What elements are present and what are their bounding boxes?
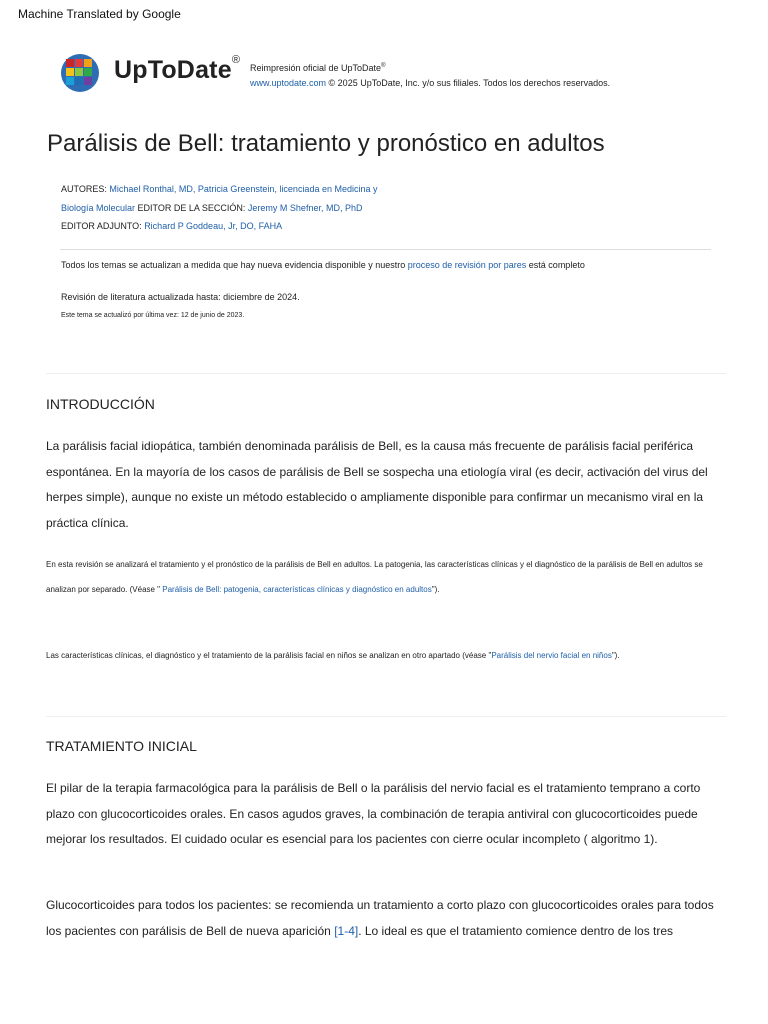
machine-translation-banner: Machine Translated by Google (18, 7, 181, 21)
pathogenesis-topic-link[interactable]: Parálisis de Bell: patogenia, características clínicas y diagnóstico en adultos (162, 585, 432, 594)
deputy-editor-link[interactable]: Richard P Goddeau, Jr, DO, FAHA (144, 221, 283, 231)
review-notice: Todos los temas se actualizan a medida que hay nueva evidencia disponible y nuestro proceso de revisión por pares está completo (61, 260, 585, 270)
intro-paragraph-1: La parálisis facial idiopática, también denominada parálisis de Bell, es la causa más frecuente de parálisis facial periférica espontánea. En la mayoría de los casos de parálisis de Bell se sospecha una etiología viral (es decir, activación del virus del herpes simple), aunque no existe un método establecido o ampliamente disponible para confirmar un mecanismo viral en la práctica clínica. (46, 439, 708, 530)
divider (46, 373, 726, 374)
section-editor-link[interactable]: Jeremy M Shefner, MD, PhD (247, 202, 363, 213)
facial-nerve-children-link[interactable]: Parálisis del nervio facial en niños (491, 651, 612, 660)
uptodate-site-link[interactable]: www.uptodate.com (250, 78, 327, 88)
uptodate-logo-icon (60, 53, 100, 93)
treatment-paragraph-1: El pilar de la terapia farmacológica para la parálisis de Bell o la parálisis del nervio facial es el tratamiento temprano a corto plazo con glucocorticoides orales. En casos agudos graves, la combinación de terapia antiviral con glucocorticoides puede mejorar los resultados. El cuidado ocular es esencial para los pacientes con cierre ocular incompleto ( algoritmo 1). (46, 781, 701, 846)
treatment-paragraph-2: Glucocorticoides para todos los pacientes: se recomienda un tratamiento a corto plazo con glucocorticoides orales para todos los pacientes con parálisis de Bell de nueva aparición [1-4]. Lo ideal es que el tratamiento comience dentro de los tres (46, 898, 714, 938)
brand-name: UpToDate® (114, 53, 241, 84)
divider (46, 716, 726, 717)
intro-paragraph-2: En esta revisión se analizará el tratamiento y el pronóstico de la parálisis de Bell en adultos. La patogenia, las características clínicas y el diagnóstico de la parálisis de Bell en adultos se analizan por separado. (Véase " Parálisis de Bell: patogenia, características clínicas y diagnóstico en adultos"). (46, 560, 703, 594)
reprint-notice: Reimpresión oficial de UpToDate® www.uptodate.com © 2025 UpToDate, Inc. y/o sus filiales. Todos los derechos reservados. (250, 63, 611, 88)
divider (60, 249, 711, 250)
reference-link[interactable]: [1-4] (334, 923, 359, 938)
authors-block: AUTORES: Michael Ronthal, MD, Patricia Greenstein, licenciada en Medicina y Biología Molecular EDITOR DE LA SECCIÓN: Jeremy M Shefner, MD, PhD EDITOR ADJUNTO: Richard P Goddeau, Jr, DO, FAHA (61, 184, 378, 231)
last-updated-date: Este tema se actualizó por última vez: 12 de junio de 2023. (61, 312, 245, 319)
peer-review-link[interactable]: proceso de revisión por pares (407, 260, 527, 270)
section-heading-introduccion: INTRODUCCIÓN (46, 396, 155, 412)
section-heading-tratamiento-inicial: TRATAMIENTO INICIAL (46, 738, 197, 754)
literature-review-date: Revisión de literatura actualizada hasta: diciembre de 2024. (61, 292, 300, 302)
page-title: Parálisis de Bell: tratamiento y pronóstico en adultos (47, 130, 605, 157)
author-links[interactable]: Michael Ronthal, MD, Patricia Greenstein, licenciada en Medicina y Biología Molecular (61, 184, 378, 213)
intro-paragraph-3: Las características clínicas, el diagnóstico y el tratamiento de la parálisis facial en niños se analizan en otro apartado (véase "Parálisis del nervio facial en niños"). (46, 651, 620, 660)
